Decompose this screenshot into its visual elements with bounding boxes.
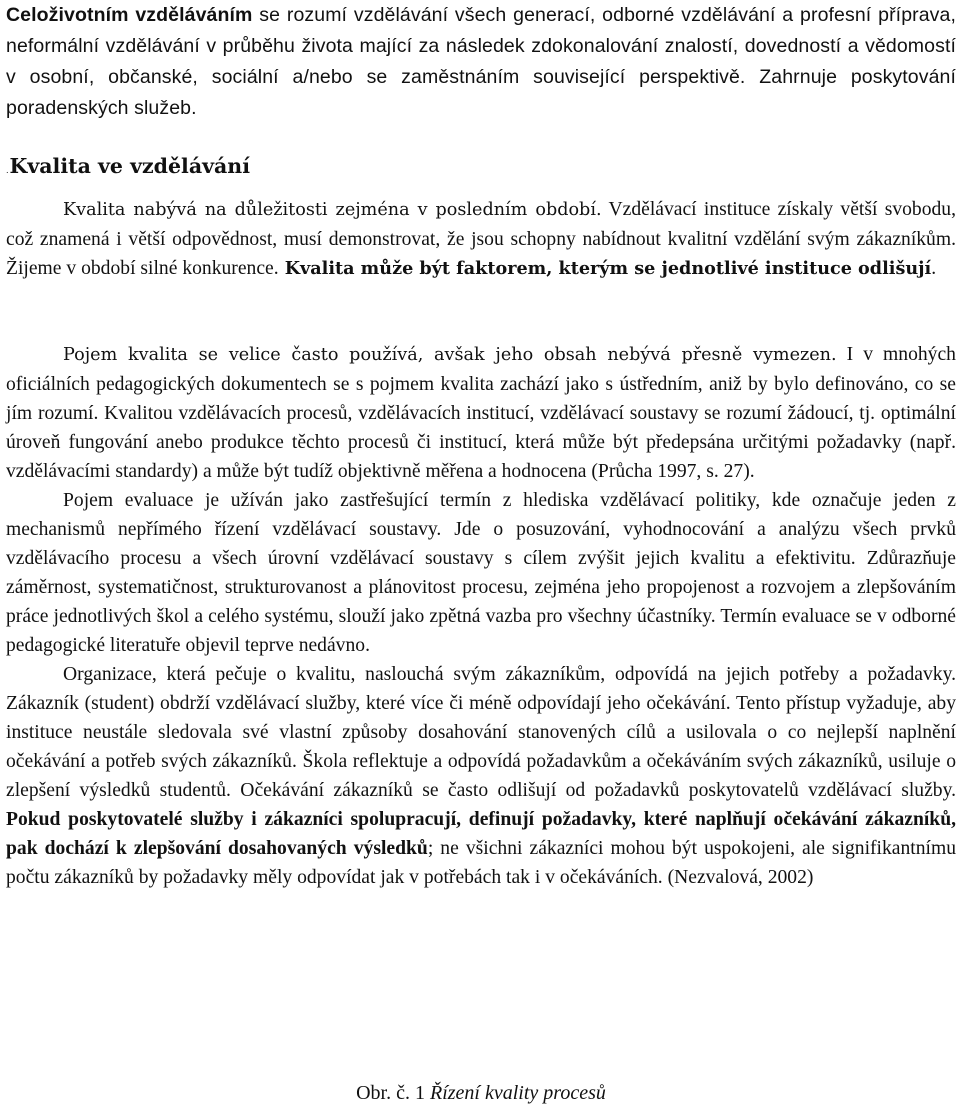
p1-text-1: Kvalita nabývá na důležitosti zejména v posledním období. — [63, 200, 602, 220]
p1-bold: Kvalita může být faktorem, kterým se jednotlivé instituce odlišují — [278, 258, 932, 279]
paragraph-block-2 — [6, 340, 956, 892]
paragraph-block-1 — [6, 195, 956, 283]
p4-text: Organizace, která pečuje o kvalitu, naslouchá svým zákazníkům, odpovídá na jejich potřeby a požadavky. Zákazník (student) obdrží vzdělávací služby, které více či méně odpovídají jeho očekávání. Tento přístup vyžaduje, aby instituce neustále sledovala své vlastní způsoby dosahování stanovených cílů a usilovala o co nejlepší naplnění očekávání a potřeb svých zákazníků. Škola reflektuje a odpovídá požadavkům a očekáváním svých zákazníků, usiluje o zlepšení výsledků studentů. Očekávání zákazníků se často odlišují od požadavků poskytovatelů vzdělávací služby. — [6, 664, 956, 801]
intro-text: se rozumí vzdělávání všech generací, odborné vzdělávání a profesní příprava, neformální vzdělávání v průběhu života mající za následek zdokonalování znalostí, dovedností a vědomostí v osobní, občanské, sociální a/nebo se zaměstnáním související perspektivě. Zahrnuje poskytování poradenských služeb. — [6, 4, 956, 119]
p4-end: ; ne všichni zákazníci mohou být uspokojeni, ale signifikantnímu počtu zákazníků by požadavky měly odpovídat jak v potřebách tak i v očekáváních. (Nezvalová, 2002) — [6, 838, 957, 888]
p2-text-2: I v mnohých oficiálních pedagogických dokumentech se s pojmem kvalita zachází jako s ústředním, aniž by bylo definováno, co se jím rozumí. Kvalitou vzdělávacích procesů, vzdělávacích institucí, vzdělávací soustavy se rozumí žádoucí, tj. optimální úroveň fungování anebo produkce těchto procesů či institucí, která může být předepsána určitými požadavky (např. vzdělávacími standardy) a může být tudíž objektivně měřena a hodnocena (Průcha 1997, s. 27). — [6, 344, 956, 482]
paragraph-1 — [6, 195, 956, 283]
section-heading — [6, 154, 250, 178]
heading-marker: . — [6, 166, 9, 175]
intro-lead-term: Celoživotním vzděláváním — [6, 4, 253, 26]
paragraph-4 — [6, 660, 956, 892]
document-page — [6, 0, 957, 1104]
caption-prefix: Obr. č. 1 — [356, 1082, 430, 1104]
p1-end: . — [931, 258, 937, 279]
paragraph-2 — [6, 340, 956, 486]
p1-text-2: Vzdělávací instituce získaly větší svobodu, což znamená i větší odpovědnost, musí demonstrovat, že jsou schopny nabídnout kvalitní vzdělání svým zákazníkům. Žijeme v období silné konkurence. — [6, 199, 957, 279]
intro-paragraph — [6, 0, 956, 124]
caption-title: Řízení kvality procesů — [430, 1082, 606, 1104]
p2-text-1: Pojem kvalita se velice často používá, avšak jeho obsah nebývá přesně vymezen. — [63, 345, 837, 365]
p4-bold: Pokud poskytovatelé služby i zákazníci spolupracují, definují požadavky, které naplňují očekávání zákazníků, pak dochází k zlepšování dosahovaných výsledků — [6, 809, 956, 859]
paragraph-3: Pojem evaluace je užíván jako zastřešující termín z hlediska vzdělávací politiky, kde označuje jeden z mechanismů nepřímého řízení vzdělávací soustavy. Jde o posuzování, vyhodnocování a analýzu všech prvků vzdělávacího procesu a všech úrovní vzdělávací soustavy s cílem zvýšit jejich kvalitu a efektivitu. Zdůrazňuje záměrnost, systematičnost, strukturovanost a plánovitost procesu, zejména jeho propojenost a rozvojem a zlepšováním práce jednotlivých škol a celého systému, slouží jako zpětná vazba pro všechny účastníky. Termín evaluace se v odborné pedagogické literatuře objevil teprve nedávno. — [6, 490, 956, 656]
figure-caption — [6, 1079, 956, 1108]
heading-title: Kvalita ve vzdělávání — [9, 154, 251, 178]
